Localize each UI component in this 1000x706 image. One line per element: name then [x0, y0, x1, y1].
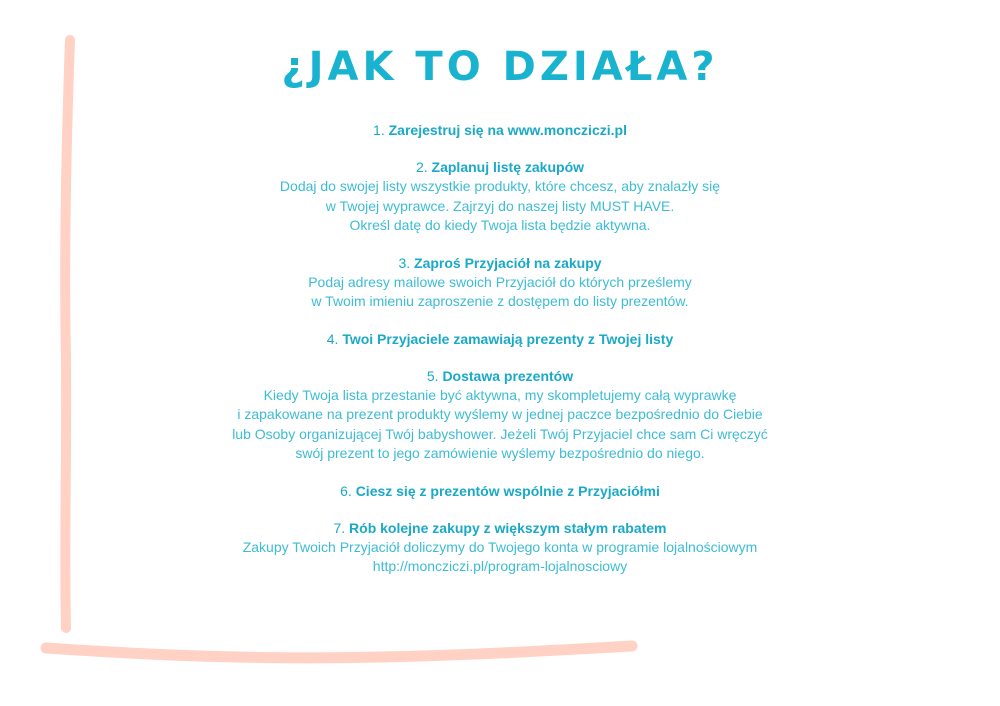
step-number: 5.	[426, 367, 439, 384]
brush-vertical-stroke	[65, 40, 70, 628]
brush-horizontal-stroke	[46, 646, 632, 658]
step-heading	[150, 121, 850, 140]
step-2	[150, 158, 850, 236]
step-heading	[150, 330, 850, 349]
step-title: Twoi Przyjaciele zamawiają prezenty z Twojej listy	[342, 330, 674, 347]
step-title: Dostawa prezentów	[442, 367, 574, 384]
step-number: 2.	[415, 159, 428, 175]
step-5	[150, 367, 850, 464]
step-heading	[150, 158, 850, 177]
step-3	[150, 254, 850, 312]
step-number: 4.	[326, 330, 339, 347]
page-title: ¿JAK TO DZIAŁA?	[281, 44, 719, 90]
step-number: 3.	[398, 254, 411, 271]
step-number: 6.	[340, 482, 352, 499]
step-7	[150, 519, 850, 577]
step-heading	[150, 367, 850, 386]
step-title: Ciesz się z prezentów wspólnie z Przyjaciółmi	[355, 482, 660, 499]
step-title: Zaplanuj listę zakupów	[431, 159, 585, 175]
steps-list	[150, 121, 850, 595]
step-heading	[150, 482, 850, 501]
step-6	[150, 482, 850, 501]
step-4	[150, 330, 850, 349]
step-title: Rób kolejne zakupy z większym stałym rabatem	[349, 519, 667, 536]
step-number: 7.	[333, 519, 346, 536]
step-number: 1.	[373, 122, 385, 138]
step-description: Dodaj do swojej listy wszystkie produkty, które chcesz, aby znalazły się w Twojej wyprawce. Zajrzyj do naszej listy MUST HAVE. Określ datę do kiedy Twoja lista będzie aktywna.	[279, 178, 721, 233]
step-1	[150, 121, 850, 140]
step-title: Zaproś Przyjaciół na zakupy	[414, 254, 602, 271]
step-heading	[150, 519, 850, 538]
step-description: Podaj adresy mailowe swoich Przyjaciół do których prześlemy w Twoim imieniu zaproszenie z dostępem do listy prezentów.	[308, 273, 692, 309]
step-title: Zarejestruj się na www.monczi​czi.pl	[388, 122, 627, 138]
step-description: Kiedy Twoja lista przestanie być aktywna, my skompletujemy całą wyprawkę i zapakowane na prezent produkty wyślemy w jednej paczce bezpośrednio do Ciebie lub Osoby organizującej Twój babyshower. Jeżeli Twój Przyjaciel chce sam Ci wręczyć swój prezent to jego zamówienie wyślemy bezpośrednio do niego.	[232, 386, 768, 461]
step-description: Zakupy Twoich Przyjaciół doliczymy do Twojego konta w programie lojalnościowym http://monczi​czi.pl/program-lojalnosciowy	[242, 538, 758, 574]
step-heading	[150, 254, 850, 273]
